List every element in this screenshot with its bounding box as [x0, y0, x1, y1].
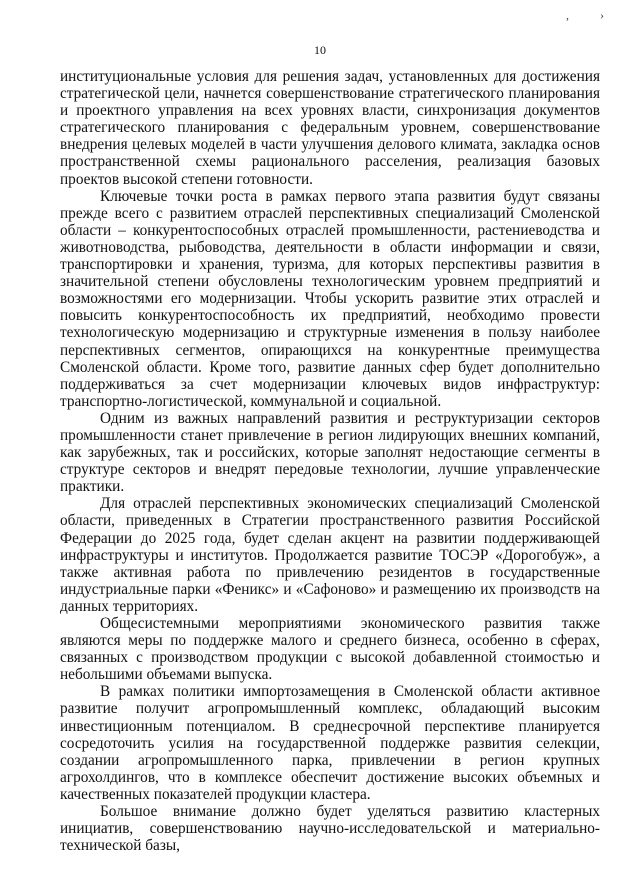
paragraph-6: В рамках политики импортозамещения в Смоленской области активное развитие получит агропромышленный комплекс, обладающий высоким инвестиционным потенциалом. В среднесрочной перспективе планируется сосредоточить усилия на государственной поддержке развития селекции, создании агропромышленного парка, привлечении в регион крупных агрохолдингов, что в комплексе обеспечит достижение высоких объемных и качественных показателей продукции кластера. — [60, 683, 600, 803]
paragraph-4: Для отраслей перспективных экономических специализаций Смоленской области, приведенных в Стратегии пространственного развития Российской Федерации до 2025 года, будет сделан акцент на развитии поддерживающей инфраструктуры и институтов. Продолжается развитие ТОСЭР «Дорогобуж», а также активная работа по привлечению резидентов в государственные индустриальные парки «Феникс» и «Сафоново» и размещению их производств на данных территориях. — [60, 495, 600, 615]
paragraph-7: Большое внимание должно будет уделяться развитию кластерных инициатив, совершенствованию научно-исследовательской и материально-технической базы, — [60, 803, 600, 855]
scan-mark-right: › — [600, 8, 604, 22]
paragraph-1: институциональные условия для решения задач, установленных для достижения стратегической цели, начнется совершенствование стратегического планирования и проектного управления на всех уровнях власти, синхронизация документов стратегического планирования с федеральным уровнем, совершенствование внедрения целевых моделей в части улучшения делового климата, закладка основ пространственной схемы рационального расселения, реализация базовых проектов высокой степени готовности. — [60, 68, 600, 188]
document-body — [60, 68, 600, 854]
page-number: 10 — [314, 43, 326, 57]
paragraph-5: Общесистемными мероприятиями экономического развития также являются меры по поддержке малого и среднего бизнеса, особенно в сферах, связанных с производством продукции с высокой добавленной стоимостью и небольшими объемами выпуска. — [60, 615, 600, 684]
paragraph-3: Одним из важных направлений развития и реструктуризации секторов промышленности станет привлечение в регион лидирующих внешних компаний, как зарубежных, так и российских, которые заполнят недостающие сегменты в структуре секторов и внедрят передовые технологии, лучшие управленческие практики. — [60, 409, 600, 496]
scan-mark-left: , — [566, 8, 569, 22]
paragraph-2: Ключевые точки роста в рамках первого этапа развития будут связаны прежде всего с развитием отраслей перспективных специализаций Смоленской области – конкурентоспособных отраслей промышленности, растениеводства и животноводства, рыбоводства, деятельности в области информации и связи, транспортировки и хранения, туризма, для которых перспективы развития в значительной степени обусловлены технологическим уровнем предприятий и возможностями его модернизации. Чтобы ускорить развитие этих отраслей и повысить конкурентоспособность их предприятий, необходимо провести технологическую модернизацию и структурные изменения в пользу наиболее перспективных сегментов, опирающихся на конкурентные преимущества Смоленской области. Кроме того, развитие данных сфер будет дополнительно поддерживаться за счет модернизации ключевых видов инфраструктур: транспортно-логистической, коммунальной и социальной. — [60, 187, 600, 410]
